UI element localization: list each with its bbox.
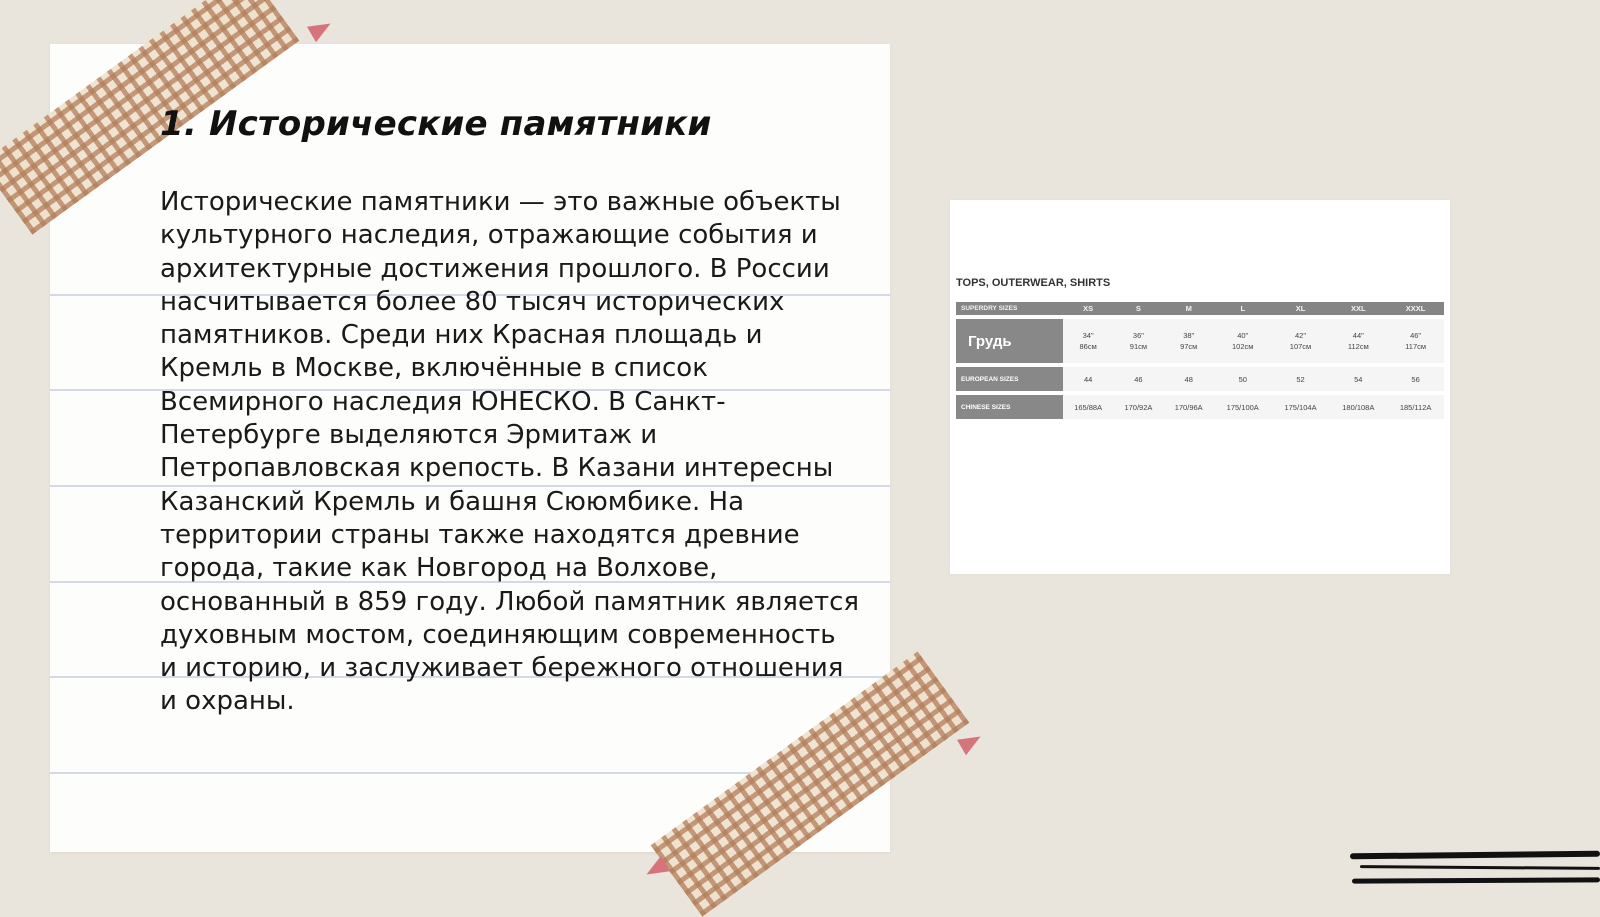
chest-row — [956, 319, 1444, 363]
tape-pin-top — [307, 16, 335, 43]
chinese-cell: 175/100A — [1214, 395, 1272, 419]
european-cell: 54 — [1329, 367, 1387, 391]
chest-inches: 40" — [1237, 331, 1249, 340]
european-cell: 56 — [1387, 367, 1444, 391]
size-header-cell: M — [1164, 302, 1214, 315]
chinese-cell: 170/96A — [1164, 395, 1214, 419]
size-header-row — [956, 302, 1444, 315]
chest-inches: 46" — [1410, 331, 1422, 340]
brush-stroke — [1360, 865, 1600, 870]
size-header-cell: XS — [1063, 302, 1113, 315]
european-cell: 48 — [1164, 367, 1214, 391]
chest-cm: 86см — [1079, 342, 1097, 351]
european-row — [956, 367, 1444, 391]
chest-inches: 38" — [1183, 331, 1195, 340]
chest-cell — [1387, 319, 1444, 363]
chest-cm: 117см — [1405, 342, 1427, 351]
size-header-cell: L — [1214, 302, 1272, 315]
size-header-cell: SUPERDRY SIZES — [956, 302, 1063, 315]
european-cell: 44 — [1063, 367, 1113, 391]
slide-title: 1. Исторические памятники — [160, 104, 712, 144]
chest-cm: 91см — [1129, 342, 1148, 351]
european-cell: 50 — [1214, 367, 1272, 391]
chest-cell — [1063, 319, 1113, 363]
chest-inches: 44" — [1352, 331, 1364, 340]
size-header-cell: S — [1113, 302, 1163, 315]
chest-cell — [1329, 319, 1387, 363]
european-cell: 52 — [1272, 367, 1330, 391]
brush-stroke — [1352, 877, 1600, 883]
chest-cell — [1272, 319, 1330, 363]
size-header-cell: XL — [1272, 302, 1330, 315]
size-chart-image — [950, 200, 1450, 574]
chest-cm: 97см — [1180, 342, 1198, 351]
size-header-cell: XXXL — [1387, 302, 1444, 315]
chest-cell — [1214, 319, 1272, 363]
chest-label: Грудь — [956, 319, 1063, 363]
chest-cell — [1164, 319, 1214, 363]
chest-cm: 112см — [1347, 342, 1369, 351]
chinese-cell: 175/104A — [1272, 395, 1330, 419]
slide-body-text: Исторические памятники — это важные объекты культурного наследия, отражающие события и архитектурные достижения прошлого. В России насчитывается более 80 тысяч исторических памятников. Среди них Красная площадь и Кремль в Москве, включённые в список Всемирного наследия ЮНЕСКО. В Санкт-Петербурге выделяются Эрмитаж и Петропавловская крепость. В Казани интересны Казанский Кремль и башня Сююмбике. На территории страны также находятся древние города, такие как Новгород на Волхове, основанный в 859 году. Любой памятник является духовным мостом, соединяющим современность и историю, и заслуживает бережного отношения и охраны. — [160, 187, 860, 717]
chinese-row — [956, 395, 1444, 419]
size-header-cell: XXL — [1329, 302, 1387, 315]
tape-pin-bottom-right — [957, 729, 985, 756]
chest-cell — [1113, 319, 1163, 363]
chest-inches: 42" — [1295, 331, 1307, 340]
european-label: EUROPEAN SIZES — [956, 367, 1063, 391]
chinese-cell: 180/108A — [1329, 395, 1387, 419]
chest-cm: 107см — [1289, 342, 1312, 351]
brush-stroke — [1350, 851, 1600, 860]
size-chart-table — [956, 298, 1444, 423]
chest-inches: 36" — [1132, 331, 1144, 340]
european-cell: 46 — [1113, 367, 1163, 391]
size-chart-title: TOPS, OUTERWEAR, SHIRTS — [956, 277, 1111, 289]
chest-cm: 102см — [1232, 342, 1254, 351]
chinese-cell: 165/88A — [1063, 395, 1113, 419]
chinese-cell: 170/92A — [1113, 395, 1163, 419]
chest-inches: 34" — [1082, 331, 1094, 340]
chinese-label: CHINESE SIZES — [956, 395, 1063, 419]
chinese-cell: 185/112A — [1387, 395, 1444, 419]
